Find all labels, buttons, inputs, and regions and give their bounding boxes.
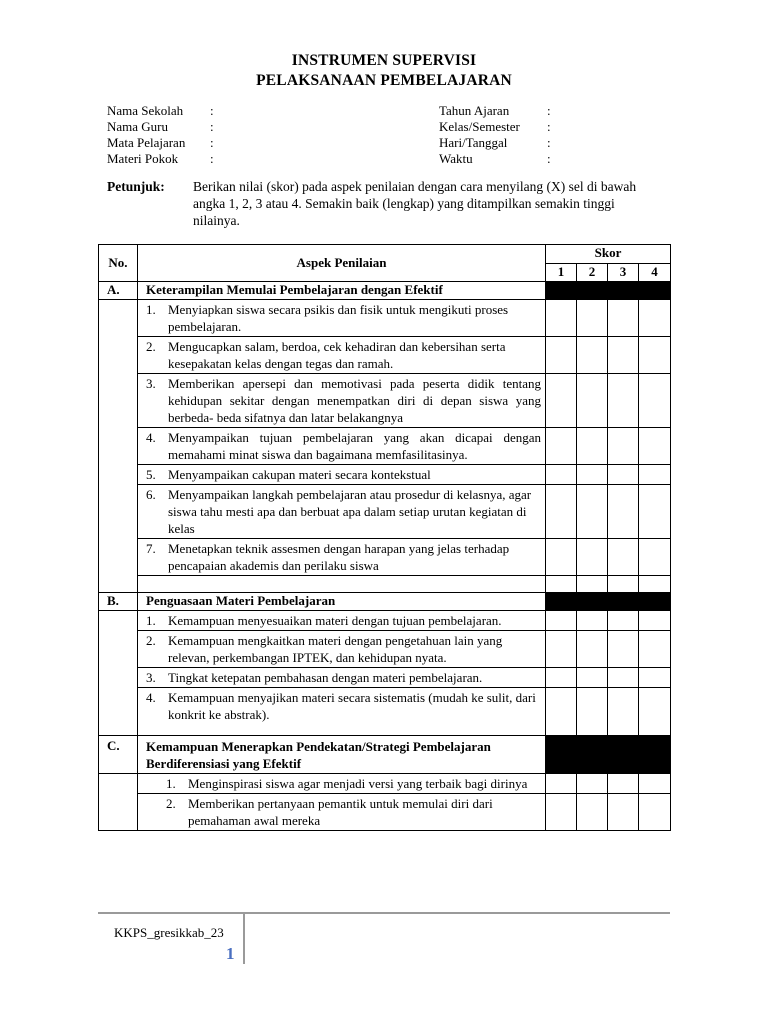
list-item: 1. Kemampuan menyesuaikan materi dengan tujuan pembelajaran. (138, 611, 546, 631)
table-row (99, 337, 671, 374)
section-a-row (99, 282, 671, 300)
meta-materi-pokok: Materi Pokok : (107, 151, 214, 166)
footer-code: KKPS_gresikkab_23 (114, 925, 224, 940)
score-cell[interactable] (546, 337, 577, 374)
score-cell[interactable] (608, 300, 639, 337)
section-b-label: B. (99, 593, 138, 611)
list-item: 4. Menyampaikan tujuan pembelajaran yang akan dicapai dengan memahami minat siswa dan bagaimana memfasilitasinya. (138, 428, 546, 465)
section-a-title: Keterampilan Memulai Pembelajaran dengan Efektif (138, 282, 546, 300)
score-cell[interactable] (577, 688, 608, 736)
empty-cell (138, 576, 546, 593)
score-cell[interactable] (577, 576, 608, 593)
table-row (99, 374, 671, 428)
score-cell[interactable] (577, 465, 608, 485)
header-score-4: 4 (639, 263, 671, 282)
section-c-row (99, 736, 671, 774)
meta-tahun-ajaran: Tahun Ajaran : (439, 103, 551, 118)
list-item: 1. Menyiapkan siswa secara psikis dan fisik untuk mengikuti proses pembelajaran. (138, 300, 546, 337)
footer-divider (98, 912, 670, 914)
score-cell[interactable] (577, 428, 608, 465)
score-cell[interactable] (577, 668, 608, 688)
table-row (99, 774, 671, 794)
score-cell[interactable] (608, 374, 639, 428)
table-row (99, 485, 671, 539)
table-row (99, 794, 671, 831)
score-cell[interactable] (608, 774, 639, 794)
score-cell[interactable] (608, 485, 639, 539)
list-item: 5. Menyampaikan cakupan materi secara kontekstual (138, 465, 546, 485)
meta-kelas-semester: Kelas/Semester : (439, 119, 551, 134)
meta-mata-pelajaran: Mata Pelajaran : (107, 135, 214, 150)
list-item: 4. Kemampuan menyajikan materi secara sistematis (mudah ke sulit, dari konkrit ke abstrak). (138, 688, 546, 736)
meta-waktu: Waktu : (439, 151, 551, 166)
score-cell[interactable] (546, 576, 577, 593)
section-c-title: Kemampuan Menerapkan Pendekatan/Strategi Pembelajaran Berdiferensiasi yang Efektif (138, 736, 546, 774)
table-header-row (99, 245, 671, 264)
score-cell[interactable] (546, 631, 577, 668)
list-item: 2. Mengucapkan salam, berdoa, cek kehadiran dan kebersihan serta kesepakatan kelas dengan tegas dan ramah. (138, 337, 546, 374)
header-score-2: 2 (577, 263, 608, 282)
table-row (99, 688, 671, 736)
score-cell[interactable] (577, 794, 608, 831)
score-cell[interactable] (546, 688, 577, 736)
score-cell[interactable] (608, 428, 639, 465)
meta-right (439, 103, 557, 167)
meta-left (107, 103, 220, 167)
table-row (99, 300, 671, 337)
list-item: 1. Menginspirasi siswa agar menjadi versi yang terbaik bagi dirinya (138, 774, 546, 794)
score-cell[interactable] (546, 774, 577, 794)
table-row (99, 611, 671, 631)
footer-vertical-divider (243, 914, 245, 964)
score-cell[interactable] (546, 539, 577, 576)
score-cell[interactable] (577, 631, 608, 668)
document-title-line1: INSTRUMEN SUPERVISI (291, 52, 477, 69)
score-cell[interactable] (608, 631, 639, 668)
score-cell[interactable] (577, 485, 608, 539)
score-cell[interactable] (639, 374, 671, 428)
score-cell[interactable] (577, 300, 608, 337)
score-cell[interactable] (608, 465, 639, 485)
assessment-table (98, 244, 671, 831)
score-cell[interactable] (639, 300, 671, 337)
table-row (99, 428, 671, 465)
score-cell[interactable] (608, 539, 639, 576)
instructions-text: Berikan nilai (skor) pada aspek penilaian dengan cara menyilang (X) sel di bawah angka 1, 2, 3 atau 4. Semakin baik (lengkap) yang ditampilkan semakin tinggi nilainya. (193, 179, 637, 228)
section-c-no-cell (99, 774, 138, 831)
list-item: 3. Tingkat ketepatan pembahasan dengan materi pembelajaran. (138, 668, 546, 688)
header-aspek: Aspek Penilaian (138, 245, 546, 282)
score-cell[interactable] (639, 631, 671, 668)
score-cell[interactable] (546, 465, 577, 485)
header-skor: Skor (546, 245, 671, 264)
header-score-3: 3 (608, 263, 639, 282)
score-cell[interactable] (639, 668, 671, 688)
section-b-row (99, 593, 671, 611)
score-cell[interactable] (639, 337, 671, 374)
table-row (99, 668, 671, 688)
score-cell[interactable] (639, 576, 671, 593)
score-cell[interactable] (546, 611, 577, 631)
score-cell[interactable] (546, 485, 577, 539)
score-cell[interactable] (546, 794, 577, 831)
score-cell[interactable] (577, 374, 608, 428)
list-item: 2. Memberikan pertanyaan pemantik untuk memulai diri dari pemahaman awal mereka (138, 794, 546, 831)
score-cell[interactable] (546, 428, 577, 465)
score-cell[interactable] (639, 485, 671, 539)
score-cell[interactable] (546, 300, 577, 337)
section-b-no-cell (99, 611, 138, 736)
score-cell[interactable] (577, 611, 608, 631)
score-cell[interactable] (639, 611, 671, 631)
instructions (107, 178, 663, 229)
page-number: 1 (226, 944, 235, 963)
score-cell[interactable] (577, 539, 608, 576)
list-item: 6. Menyampaikan langkah pembelajaran atau prosedur di kelasnya, agar siswa tahu mesti apa dan berbuat apa dalam setiap urutan kegiatan di kelas (138, 485, 546, 539)
section-c-label: C. (99, 736, 138, 774)
score-cell[interactable] (608, 337, 639, 374)
section-a-no-cell (99, 300, 138, 593)
instructions-label: Petunjuk: (107, 179, 165, 194)
meta-nama-sekolah: Nama Sekolah : (107, 103, 214, 118)
header-score-1: 1 (546, 263, 577, 282)
score-cell[interactable] (639, 428, 671, 465)
score-cell[interactable] (639, 774, 671, 794)
score-cell[interactable] (608, 576, 639, 593)
table-row (99, 539, 671, 576)
section-c-blackout (546, 736, 671, 774)
table-row-empty (99, 576, 671, 593)
list-item: 2. Kemampuan mengkaitkan materi dengan pengetahuan lain yang relevan, perkembangan IPTEK, dan kehidupan nyata. (138, 631, 546, 668)
score-cell[interactable] (608, 794, 639, 831)
meta-hari-tanggal: Hari/Tanggal : (439, 135, 551, 150)
table-row (99, 465, 671, 485)
meta-nama-guru: Nama Guru : (107, 119, 214, 134)
score-cell[interactable] (608, 688, 639, 736)
score-cell[interactable] (639, 539, 671, 576)
table-row (99, 631, 671, 668)
score-cell[interactable] (608, 611, 639, 631)
list-item: 7. Menetapkan teknik assesmen dengan harapan yang jelas terhadap pencapaian akademis dan perilaku siswa (138, 539, 546, 576)
header-no: No. (99, 245, 138, 282)
section-b-blackout (546, 593, 671, 611)
score-cell[interactable] (608, 668, 639, 688)
score-cell[interactable] (546, 668, 577, 688)
score-cell[interactable] (639, 688, 671, 736)
score-cell[interactable] (577, 337, 608, 374)
section-b-title: Penguasaan Materi Pembelajaran (138, 593, 546, 611)
document-title-line2: PELAKSANAAN PEMBELAJARAN (256, 72, 512, 89)
section-a-blackout (546, 282, 671, 300)
score-cell[interactable] (639, 794, 671, 831)
section-a-label: A. (99, 282, 138, 300)
list-item: 3. Memberikan apersepi dan memotivasi pada peserta didik tentang kehidupan sekitar dengan menempatkan diri di depan siswa yang berbeda- beda sifatnya dan latar belakangnya (138, 374, 546, 428)
score-cell[interactable] (639, 465, 671, 485)
score-cell[interactable] (577, 774, 608, 794)
score-cell[interactable] (546, 374, 577, 428)
